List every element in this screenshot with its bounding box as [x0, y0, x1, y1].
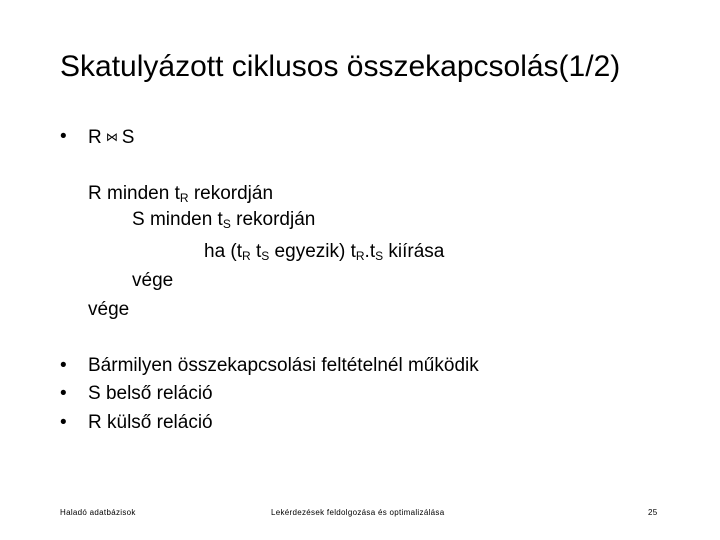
subscript: R [242, 249, 251, 263]
footer-topic: Lekérdezések feldolgozása és optimalizálása [271, 508, 445, 517]
bullet-item: R külső reláció [88, 412, 213, 433]
pseudocode-line-1 [88, 183, 273, 209]
bullet-dot: • [60, 355, 67, 376]
join-left-relation: R [88, 127, 102, 148]
pseudocode-line-5: vége [88, 299, 130, 320]
join-operator: ⋈ [105, 130, 118, 144]
subscript: S [222, 217, 231, 231]
pseudocode-text: rekordján [188, 183, 274, 204]
pseudocode-text: S minden t [132, 209, 223, 230]
footer-course-name: Haladó adatbázisok [60, 508, 136, 517]
pseudocode-text: rekordján [230, 209, 316, 230]
subscript: R [355, 249, 365, 263]
join-expression [88, 126, 134, 149]
pseudocode-text: .t [364, 241, 376, 262]
pseudocode-text: egyezik) t [269, 241, 356, 262]
subscript: S [375, 249, 384, 263]
pseudocode-text: kiírása [383, 241, 445, 262]
bullet-dot: • [60, 126, 67, 147]
footer-page-number: 25 [648, 508, 658, 517]
pseudocode-text: t [250, 241, 262, 262]
pseudocode-line-2 [132, 209, 315, 235]
pseudocode-line-3 [204, 241, 444, 267]
bullet-item: Bármilyen összekapcsolási feltételnél működik [88, 355, 479, 376]
slide-title: Skatulyázott ciklusos összekapcsolás(1/2) [60, 50, 621, 83]
pseudocode-text: R minden t [88, 183, 180, 204]
bullet-dot: • [60, 412, 67, 433]
join-right-relation: S [121, 127, 135, 148]
bullet-item: S belső reláció [88, 383, 213, 404]
pseudocode-text: ha (t [204, 241, 243, 262]
subscript: R [179, 191, 189, 205]
bullet-dot: • [60, 383, 67, 404]
subscript: S [261, 249, 270, 263]
pseudocode-line-4: vége [132, 270, 174, 291]
